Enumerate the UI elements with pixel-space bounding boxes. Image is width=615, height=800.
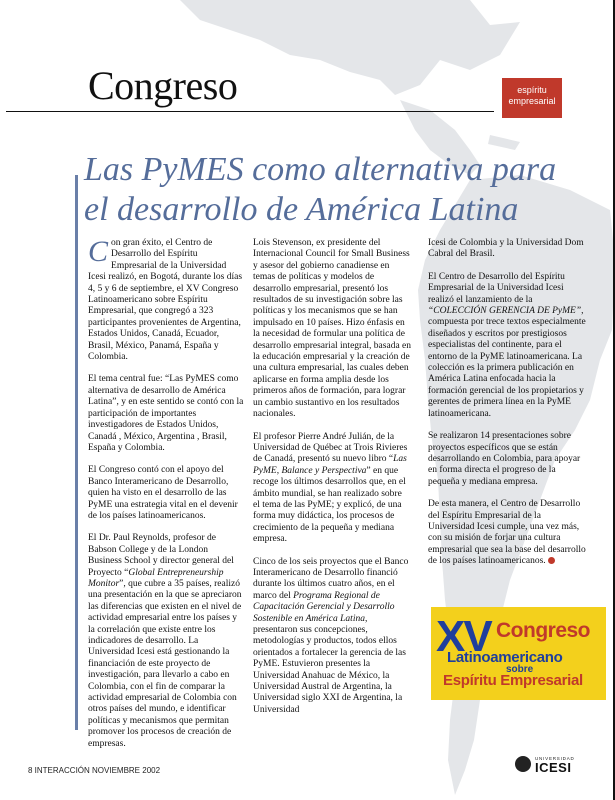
logo-university-name: ICESI (535, 760, 572, 775)
paragraph-text: El profesor Pierre André Julián, de la Universidad de Québec at Trois Rivieres de Canadá, presentó su nuevo libro “ (253, 431, 408, 465)
paragraph-text: El Centro de Desarrollo del Espíritu Empresarial de la Universidad Icesi realizó el lanzamiento de la (428, 271, 565, 305)
article-column-3 (428, 238, 588, 579)
paragraph-text: ” en que recoge los últimos desarrollos que, en el ámbito mundial, se han realizado sobre el tema de las PyME; y explicó, de una forma muy didáctica, los procesos de crecimiento de la pequeña y mediana empresa. (253, 465, 406, 545)
article-column-1 (88, 235, 244, 761)
accent-vertical-bar (75, 175, 78, 730)
icesi-logo (515, 755, 575, 777)
paragraph (428, 499, 588, 567)
logo-university-label: UNIVERSIDAD (535, 756, 575, 761)
paragraph-text: , presentaron sus concepciones, metodologías y productos, todos ellos orientados a fortalecer la gerencia de las PyME. Estuvieron presentes la Universidad Anahuac de México, la Universidad Austral de Argentina, la Universidad siglo XXI de Argentina, la Universidad (253, 613, 406, 715)
logo-line4: Espíritu Empresarial (443, 672, 583, 689)
paragraph-text: El Dr. Paul Reynolds, profesor de Babson College y de la London Business School y director general del Proyecto “ (88, 533, 234, 578)
section-tag-line1: espíritu (517, 85, 547, 95)
paragraph: El Congreso contó con el apoyo del Banco Interamericano de Desarrollo, quien ha visto en el desarrollo de las PyME una estrategia vital en el devenir de los países latinoamericanos. (88, 465, 238, 521)
article-column-2 (253, 238, 411, 727)
paragraph-text: De esta manera, el Centro de Desarrollo del Espíritu Empresarial de la Universidad Icesi cumple, una vez más, con su misión de forjar una cultura empresarial que sea la base del desarrollo de los países latinoamericanos. (428, 499, 586, 567)
congress-logo (431, 607, 606, 700)
article-headline (84, 150, 604, 230)
paragraph-text: on gran éxito, el Centro de Desarrollo del Espíritu Empresarial de la Universidad Icesi realizó, en Bogotá, durante los días 4, 5 y 6 de septiembre, el XV Congreso Latinoamericano sobre Espíritu Empresarial, que congregó a 323 participantes provenientes de Argentina, Estados Unidos, Canadá, Ecuador, Brasil, México, Panamá, España y Colombia. (88, 238, 243, 363)
paragraph-text: ”, que cubre a 35 países, realizó una presentación en la que se apreciaron las diferencias que existen en el nivel de actividad empresarial entre los países y la correlación que existe entre los indicadores de desarrollo. La Universidad Icesi está gestionando la financiación de este proyecto de investigación, para llevarlo a cabo en Colombia, con el fin de comparar la actividad empresarial de Colombia con otros países del mundo, e identificar políticas y mecanismos que permitan promover los procesos de creación de empresas. (88, 578, 242, 749)
section-title: Congreso (88, 63, 238, 108)
book-title: Las PyME, Balance y Perspectiva (253, 454, 407, 476)
university-seal-icon (515, 756, 531, 772)
paragraph-text: , compuesta por trece textos especialmente diseñados y escritos por prestigiosos especialistas del continente, para el entorno de la PyME latinoamericana. La colección es la primera publicación en América Latina enfocada hacia la formación gerencial de los propietarios y gerentes de primera línea en la PyME latinoamericana. (428, 306, 586, 419)
project-name: Global Entrepreneurship Monitor (88, 567, 224, 589)
paragraph: Lois Stevenson, ex presidente del Internacional Council for Small Business y asesor del gobierno canadiense en temas de políticas y modelos de desarrollo empresarial, presentó los resultados de su investigación sobre las políticas y los mecanismos que se han impulsado en 10 países. Hizo énfasis en la necesidad de formular una política de desarrollo empresarial integral, basada en la educación empresarial y la creación de una cultura empresarial, las cuales deben aplicarse en forma amplia desde los primeros años de formación, para lograr un cambio sustantivo en los resultados nacionales. (253, 238, 411, 420)
caribbean-island-shape (488, 135, 520, 150)
header-rule (6, 111, 494, 112)
section-tag-line2: empresarial (508, 96, 556, 106)
paragraph: El tema central fue: “Las PyMES como alternativa de desarrollo de América Latina”, y en este sentido se contó con la participación de importantes investigadores de Estados Unidos, Canadá , México, Argentina , Brasil, España y Colombia. (88, 374, 244, 453)
headline-line1: Las PyMES como alternativa para (84, 151, 557, 188)
headline-line2: el desarrollo de América Latina (84, 191, 519, 228)
program-name: Programa Regional de Capacitación Gerencial y Desarrollo Sostenible en América Latina (253, 590, 395, 624)
logo-numeral: XV (436, 612, 491, 661)
paragraph: Se realizaron 14 presentaciones sobre proyectos específicos que se están desarrollando en Colombia, para apoyar en forma directa el progreso de la pequeña y mediana empresa. (428, 431, 581, 487)
paragraph (253, 432, 411, 546)
paragraph: Icesi de Colombia y la Universidad Dom Cabral del Brasil. (428, 238, 584, 260)
end-mark-icon (548, 557, 555, 564)
logo-line3: sobre (506, 664, 534, 675)
logo-line2: Latinoamericano (447, 649, 563, 666)
paragraph (88, 235, 244, 363)
collection-title: “COLECCIÓN GERENCIA DE PyME” (428, 306, 582, 317)
section-tag (502, 78, 562, 118)
drop-cap: C (88, 235, 109, 268)
paragraph (428, 272, 588, 420)
paragraph (88, 533, 244, 750)
paragraph-text: Cinco de los seis proyectos que el Banco Interamericano de Desarrollo financió durante los últimos cuatro años, en el marco del (253, 556, 409, 601)
logo-line1: Congreso (496, 619, 591, 642)
paragraph (253, 557, 411, 717)
page-footer: 8 INTERACCIÓN NOVIEMBRE 2002 (28, 766, 161, 775)
